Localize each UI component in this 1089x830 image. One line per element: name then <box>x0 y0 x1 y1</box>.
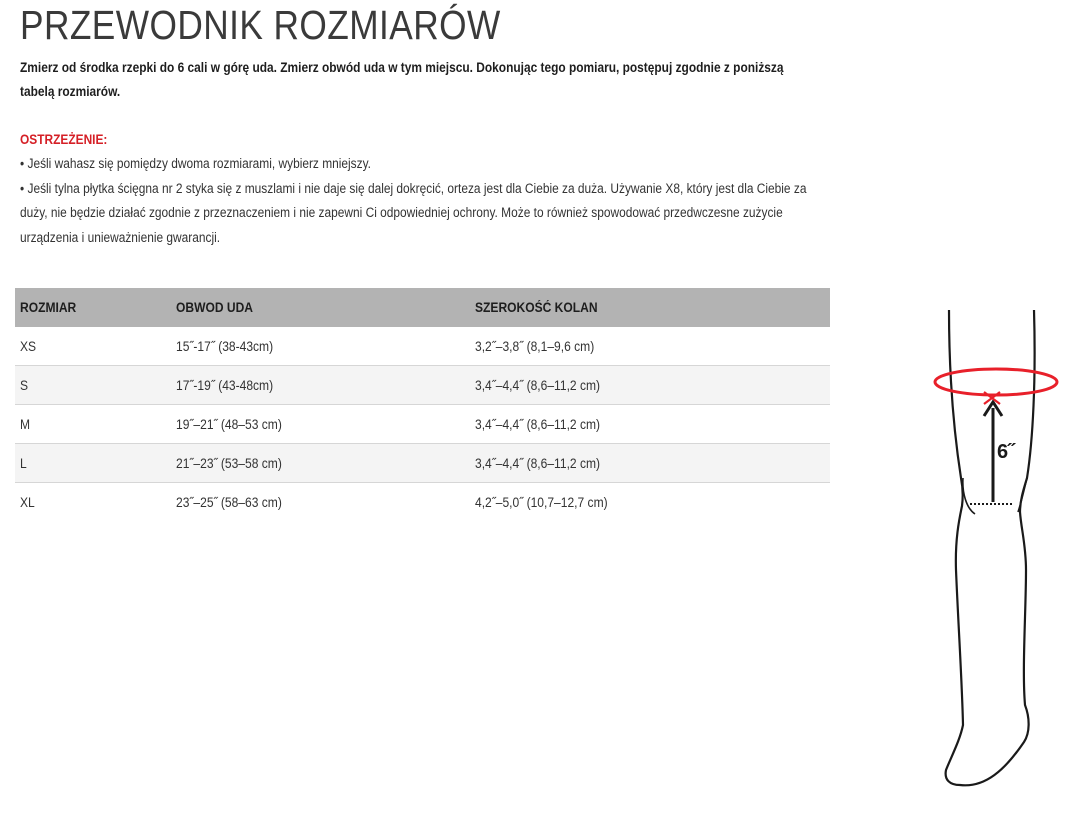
warning-item: • Jeśli tylna płytka ścięgna nr 2 styka się z muszlami i nie daje się dalej dokręcić, orteza jest dla Ciebie za duża. Używanie X8, który jest dla Ciebie za duży, nie będzie działać zgodnie z przeznaczeniem i nie zapewni Ci odpowiedniej ochrony. Może to również spowodować przedwczesne zużycie urządzenia i unieważnienie gwarancji. <box>20 180 807 245</box>
knee-width-cell: 3,2˝–3,8˝ (8,1–9,6 cm) <box>470 327 830 366</box>
size-cell: XS <box>15 327 171 366</box>
header-size: ROZMIAR <box>15 288 171 327</box>
thigh-cell: 15˝-17˝ (38-43cm) <box>171 327 470 366</box>
warning-item: • Jeśli wahasz się pomiędzy dwoma rozmiarami, wybierz mniejszy. <box>20 156 371 171</box>
page-title: PRZEWODNIK ROZMIARÓW <box>20 2 501 48</box>
warning-list <box>20 152 821 250</box>
header-thigh-circumference: OBWOD UDA <box>171 288 470 327</box>
thigh-cell: 23˝–25˝ (58–63 cm) <box>176 494 282 510</box>
table-row <box>15 327 830 366</box>
thigh-cell: 21˝–23˝ (53–58 cm) <box>171 444 470 483</box>
table-header-row <box>15 288 830 327</box>
size-cell: M <box>15 405 171 444</box>
size-table <box>15 288 830 521</box>
leg-measurement-illustration <box>925 300 1065 800</box>
table-row <box>15 483 830 522</box>
knee-width-cell: 3,4˝–4,4˝ (8,6–11,2 cm) <box>470 444 830 483</box>
warning-title: OSTRZEŻENIE: <box>20 132 108 147</box>
table-row <box>15 405 830 444</box>
thigh-cell: 19˝–21˝ (48–53 cm) <box>171 405 470 444</box>
measuring-instructions: Zmierz od środka rzepki do 6 cali w górę uda. Zmierz obwód uda w tym miejscu. Dokonując tego pomiaru, postępuj zgodnie z poniższą tabelą rozmiarów. <box>20 60 784 99</box>
knee-width-cell: 3,4˝–4,4˝ (8,6–11,2 cm) <box>470 405 830 444</box>
leg-outline <box>946 310 1035 785</box>
knee-width-cell: 4,2˝–5,0˝ (10,7–12,7 cm) <box>475 494 608 510</box>
size-cell: XL <box>20 494 35 510</box>
size-cell: L <box>15 444 171 483</box>
table-row <box>15 444 830 483</box>
header-knee-width: SZEROKOŚĆ KOLAN <box>470 288 830 327</box>
measure-label: 6˝ <box>997 441 1015 463</box>
size-cell: S <box>15 366 171 405</box>
thigh-cell: 17˝-19˝ (43-48cm) <box>171 366 470 405</box>
knee-width-cell: 3,4˝–4,4˝ (8,6–11,2 cm) <box>470 366 830 405</box>
table-row <box>15 366 830 405</box>
